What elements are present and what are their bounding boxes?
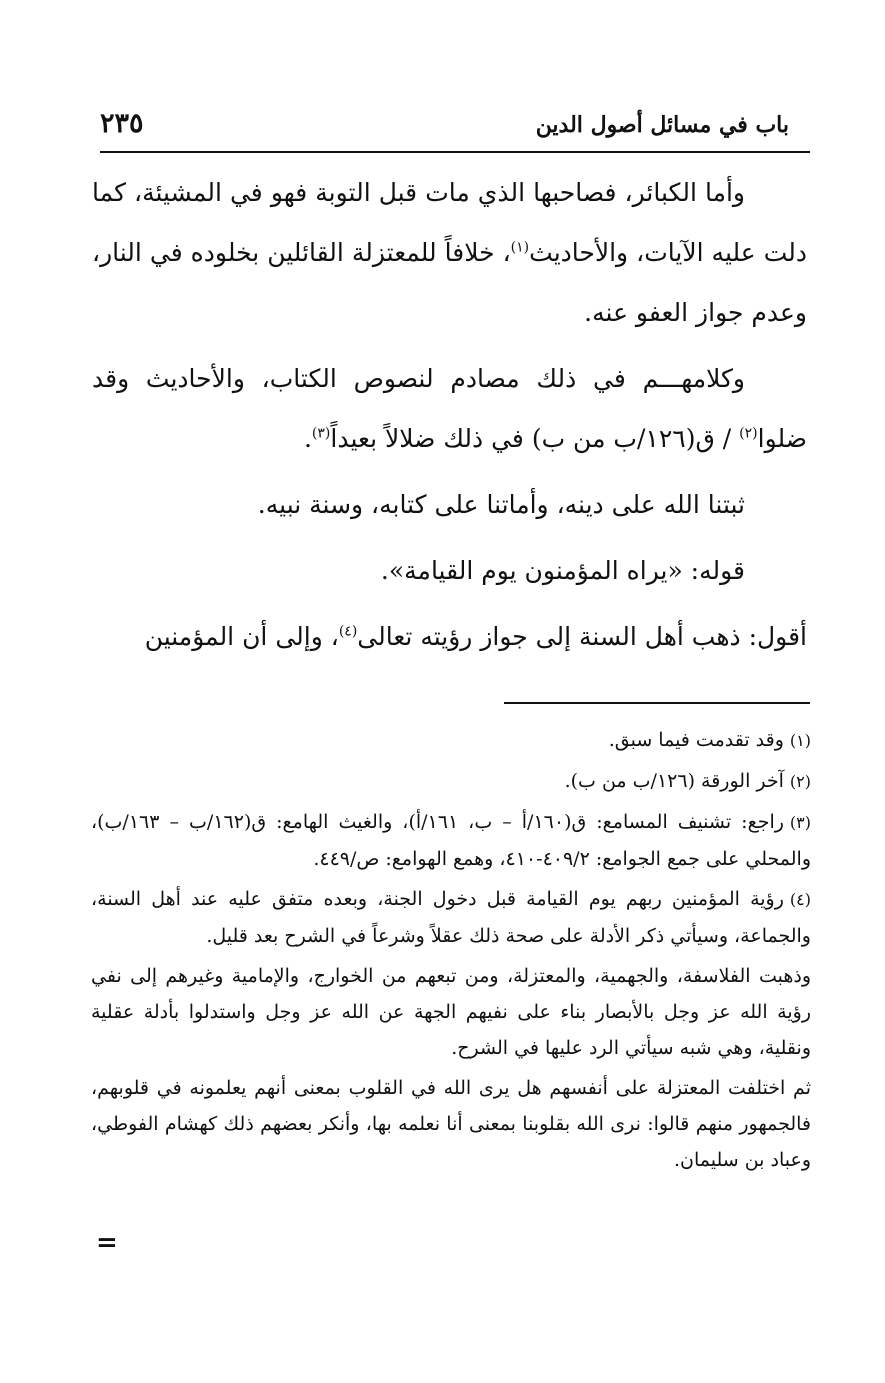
paragraph-text: وكلامهـــم في ذلك مصادم لنصوص الكتاب، والأحاديث وقد ضلوا xyxy=(92,364,807,453)
paragraph-text: ، وإلى أن المؤمنين xyxy=(144,622,339,651)
footnote-text: راجع: تشنيف المسامع: ق(١٦٠/أ – ب، ١٦١/أ)، والغيث الهامع: ق(١٦٢/ب – ١٦٣/ب)، والمحلي على جمع الجوامع: ٤٠٩/٢-٤١٠، وهمع الهوامع: ص/٤٤٩. xyxy=(91,811,811,870)
main-text xyxy=(92,163,807,673)
paragraph-commentary xyxy=(92,607,807,667)
paragraph-mutazila xyxy=(92,349,807,469)
footnote-ref: (٢) xyxy=(739,425,758,442)
page-number: ٢٣٥ xyxy=(100,108,144,139)
footnote-text: وقد تقدمت فيما سبق. xyxy=(608,729,784,751)
footnote-marker: (١) xyxy=(789,731,811,750)
footnote-1 xyxy=(91,722,811,759)
footnote-text: آخر الورقة (١٢٦/ب من ب). xyxy=(564,770,784,792)
footnote-marker: (٤) xyxy=(789,890,811,909)
footnote-rule xyxy=(504,702,810,704)
paragraph-text: / ق(١٢٦/ب من ب) في ذلك ضلالاً بعيداً xyxy=(330,424,740,453)
footnote-marker: (٣) xyxy=(789,813,811,832)
paragraph-text: أقول: ذهب أهل السنة إلى جواز رؤيته تعالى xyxy=(357,622,807,651)
header-rule xyxy=(100,151,810,153)
paragraph-text: ، خلافاً للمعتزلة القائلين بخلوده في النار، وعدم جواز العفو عنه. xyxy=(92,238,807,327)
footnote-ref: (١) xyxy=(510,239,530,256)
running-header-title: باب في مسائل أصول الدين xyxy=(535,112,789,138)
footnotes xyxy=(91,722,811,1182)
footnote-4-paragraph-3: ثم اختلفت المعتزلة على أنفسهم هل يرى الله في القلوب بمعنى أنهم يعلمونه في قلوبهم، فالجمهور منهم قالوا: نرى الله بقلوبنا بمعنى أنا نعلمه بها، وأنكر بعضهم ذلك كهشام الفوطي، وعباد بن سليمان. xyxy=(91,1077,811,1171)
footnote-4 xyxy=(91,881,811,954)
paragraph-supplication: ثبتنا الله على دينه، وأماتنا على كتابه، وسنة نبيه. xyxy=(257,490,745,519)
paragraph-quote: قوله: «يراه المؤمنون يوم القيامة». xyxy=(380,556,745,585)
footnote-4-paragraph-2: وذهبت الفلاسفة، والجهمية، والمعتزلة، ومن تبعهم من الخوارج، والإمامية وغيرهم إلى نفي رؤية الله عز وجل بالأبصار بناء على نفيهم الجهة عن الله عز وجل واستدلوا بأدلة عقلية ونقلية، وهي شبه سيأتي الرد عليها في الشرح. xyxy=(91,965,811,1059)
footnote-text: رؤية المؤمنين ربهم يوم القيامة قبل دخول الجنة، وبعده متفق عليه عند أهل السنة، والجماعة، وسيأتي ذكر الأدلة على صحة ذلك عقلاً وشرعاً في الشرح بعد قليل. xyxy=(91,888,811,947)
footnote-3 xyxy=(91,804,811,877)
footnote-ref: (٣) xyxy=(311,425,331,442)
paragraph-text: وأما الكبائر، فصاحبها الذي مات قبل التوبة فهو في المشيئة، كما دلت عليه الآيات، والأحاديث xyxy=(92,178,807,267)
paragraph-major-sins xyxy=(92,163,807,343)
footnote-marker: (٢) xyxy=(789,772,811,791)
continuation-mark: = xyxy=(96,1228,118,1258)
footnote-ref: (٤) xyxy=(338,623,358,640)
paragraph-text: . xyxy=(303,424,312,453)
footnote-2 xyxy=(91,763,811,800)
